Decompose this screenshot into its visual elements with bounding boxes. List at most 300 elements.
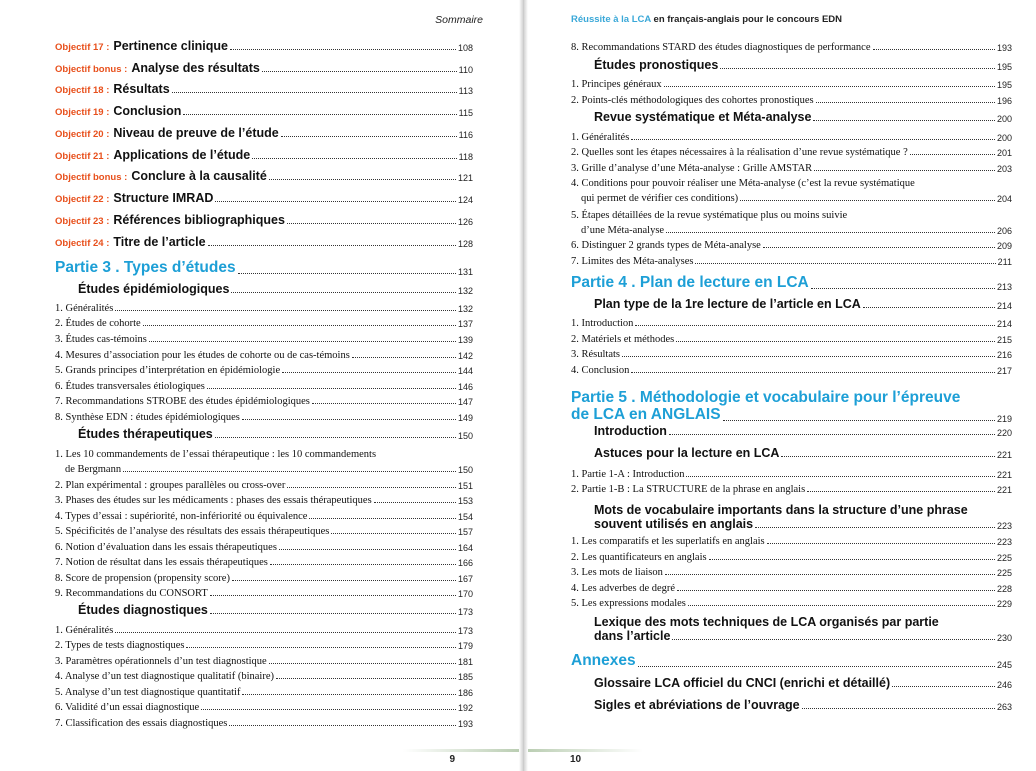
toc-page-number: 150: [457, 465, 473, 475]
toc-page-number: 185: [457, 672, 473, 682]
toc-page-number: 195: [996, 80, 1012, 90]
toc-page-number: 173: [457, 626, 473, 636]
dot-leader: [374, 502, 456, 503]
toc-page-number: 157: [457, 527, 473, 537]
dot-leader: [813, 120, 995, 121]
dot-leader: [242, 419, 456, 420]
toc-entry: [571, 651, 1012, 670]
toc-entry: [571, 482, 1012, 495]
toc-entry-title: 4. Conclusion: [571, 365, 630, 376]
dot-leader: [873, 49, 995, 50]
toc-entry: [571, 550, 1012, 563]
toc-entry-title: 6. Distinguer 2 grands types de Méta-analyse: [571, 240, 761, 251]
toc-entry-title: 1. Principes généraux: [571, 79, 662, 90]
dot-leader: [688, 605, 995, 606]
toc-page-number: 221: [996, 485, 1012, 495]
toc-entry: [55, 168, 473, 183]
toc-entry-title: 5. Les expressions modales: [571, 598, 686, 609]
toc-entry: [571, 238, 1012, 251]
toc-page-number: 147: [457, 397, 473, 407]
toc-page-number: 215: [996, 335, 1012, 345]
dot-leader: [665, 574, 995, 575]
toc-entry-title: 1. Introduction: [571, 318, 634, 329]
toc-entry-title: 2. Les quantificateurs en anglais: [571, 552, 707, 563]
toc-page-number: 214: [996, 301, 1012, 311]
dot-leader: [676, 341, 995, 342]
toc-entry-title: Annexes: [571, 652, 636, 669]
toc-page-number: 246: [996, 680, 1012, 690]
toc-entry-title: 3. Les mots de liaison: [571, 567, 663, 578]
toc-entry-title: 4. Types d’essai : supériorité, non-infériorité ou équivalence: [55, 511, 308, 522]
toc-entry: [55, 125, 473, 140]
toc-page-number: 132: [457, 304, 473, 314]
dot-leader: [664, 86, 995, 87]
toc-page-number: 167: [457, 574, 473, 584]
toc-entry-line1: 1. Les 10 commandements de l’essai thérapeutique : les 10 commandements: [55, 449, 377, 460]
toc-entry-title: 5. Grands principes d’interprétation en épidémiologie: [55, 365, 281, 376]
dot-leader: [252, 158, 456, 159]
toc-entry-title: 6. Notion d’évaluation dans les essais thérapeutiques: [55, 542, 277, 553]
toc-entry: [571, 296, 1012, 311]
dot-leader: [287, 487, 456, 488]
toc-entry-title: 7. Recommandations STROBE des études épidémiologiques: [55, 396, 310, 407]
toc-entry-title: Résultats: [113, 82, 170, 96]
toc-entry-title: 1. Les comparatifs et les superlatifs en anglais: [571, 536, 765, 547]
toc-entry: [571, 596, 1012, 609]
toc-entry: [55, 410, 473, 423]
toc-entry-title: 2. Plan expérimental : groupes parallèles ou cross-over: [55, 480, 286, 491]
toc-entry-title: 4. Mesures d’association pour les études de cohorte ou de cas-témoins: [55, 350, 350, 361]
toc-entry-title: 2. Types de tests diagnostiques: [55, 640, 185, 651]
dot-leader: [767, 543, 995, 544]
page-number: 9: [449, 754, 455, 765]
dot-leader: [215, 437, 456, 438]
page-footer-bar: [403, 749, 523, 752]
dot-leader: [123, 471, 456, 472]
toc-page-number: 200: [996, 133, 1012, 143]
toc-entry: [571, 109, 1012, 124]
toc-entry-title: 3. Grille d’analyse d’une Méta-analyse : Grille AMSTAR: [571, 163, 813, 174]
toc-page-number: 216: [996, 350, 1012, 360]
toc-entry: [55, 38, 473, 53]
toc-entry: [571, 161, 1012, 174]
toc-entry-title: 1. Généralités: [55, 303, 114, 314]
toc-page-number: 204: [996, 194, 1012, 204]
toc-entry-title: Partie 4 . Plan de lecture en LCA: [571, 274, 809, 291]
toc-entry-title: 1. Généralités: [571, 132, 630, 143]
toc-entry: [55, 348, 473, 361]
toc-entry-title: 5. Spécificités de l’analyse des résultats des essais thérapeutiques: [55, 526, 330, 537]
dot-leader: [677, 590, 995, 591]
toc-entry: [55, 669, 473, 682]
dot-leader: [892, 686, 995, 687]
toc-entry: [55, 716, 473, 729]
dot-leader: [232, 580, 456, 581]
toc-entry: [55, 379, 473, 392]
toc-entry: [571, 581, 1012, 594]
toc-page-number: 151: [457, 481, 473, 491]
toc-page-number: 263: [996, 702, 1012, 712]
toc-entry: [571, 675, 1012, 690]
toc-page-number: 153: [457, 496, 473, 506]
toc-page-number: 121: [457, 173, 473, 183]
page-number: 10: [570, 754, 582, 765]
toc-entry-title: 4. Les adverbes de degré: [571, 583, 676, 594]
dot-leader: [230, 49, 456, 50]
toc-page-number: 221: [996, 450, 1012, 460]
dot-leader: [207, 388, 456, 389]
toc-entry: [55, 147, 473, 162]
toc-entry: [571, 697, 1012, 712]
toc-entry-title: Études pronostiques: [594, 58, 719, 72]
toc-entry: [55, 301, 473, 314]
dot-leader: [287, 223, 456, 224]
toc-page-number: 223: [996, 521, 1012, 531]
objective-tag: Objectif bonus :: [55, 64, 128, 75]
toc-entry-title: 7. Notion de résultat dans les essais thérapeutiques: [55, 557, 268, 568]
dot-leader: [242, 694, 456, 695]
dot-leader: [201, 709, 456, 710]
toc-entry: [571, 93, 1012, 106]
toc-entry-title: 7. Limites des Méta-analyses: [571, 256, 694, 267]
toc-entry: [55, 363, 473, 376]
toc-page-number: 170: [457, 589, 473, 599]
toc-entry: [571, 273, 1012, 292]
dot-leader: [863, 307, 995, 308]
toc-entry-title: Structure IMRAD: [113, 191, 214, 205]
dot-leader: [262, 71, 457, 72]
toc-entry-title: Partie 3 . Types d’études: [55, 259, 236, 276]
toc-page-number: 217: [996, 366, 1012, 376]
toc-page-number: 213: [996, 282, 1012, 292]
objective-tag: Objectif 24 :: [55, 238, 110, 249]
dot-leader: [279, 549, 456, 550]
dot-leader: [807, 491, 995, 492]
toc-entry-title: 2. Quelles sont les étapes nécessaires à la réalisation d’une revue systématique ?: [571, 147, 908, 158]
toc-page-number: 108: [457, 43, 473, 53]
toc-entry: [55, 586, 473, 599]
objective-tag: Objectif 21 :: [55, 151, 110, 162]
objective-tag: Objectif 18 :: [55, 85, 110, 96]
toc-entry: [571, 363, 1012, 376]
dot-leader: [352, 357, 456, 358]
book-subtitle: en français-anglais pour le concours EDN: [653, 14, 843, 25]
dot-leader: [270, 564, 456, 565]
toc-page-number: 221: [996, 470, 1012, 480]
toc-entry: [55, 555, 473, 568]
toc-entry-title: 1. Partie 1-A : Introduction: [571, 469, 685, 480]
dot-leader: [115, 310, 456, 311]
objective-tag: Objectif bonus :: [55, 172, 128, 183]
toc-page-number: 146: [457, 382, 473, 392]
toc-entry-title: 3. Paramètres opérationnels d’un test diagnostique: [55, 656, 267, 667]
dot-leader: [331, 533, 456, 534]
toc-entry-title: 8. Score de propension (propensity score): [55, 573, 230, 584]
toc-page-number: 228: [996, 584, 1012, 594]
dot-leader: [282, 372, 456, 373]
dot-leader: [115, 632, 456, 633]
toc-entry-title: Titre de l’article: [113, 235, 206, 249]
toc-page-number: 166: [457, 558, 473, 568]
toc-entry-title: qui permet de vérifier ces conditions): [581, 193, 739, 204]
running-header: Sommaire: [435, 14, 483, 26]
dot-leader: [312, 403, 456, 404]
running-header: [571, 14, 842, 25]
toc-entry: [571, 316, 1012, 329]
toc-page-number: 144: [457, 366, 473, 376]
toc-page-number: 179: [457, 641, 473, 651]
toc-entry: [571, 467, 1012, 480]
toc-entry-title: 9. Recommandations du CONSORT: [55, 588, 208, 599]
toc-entry: [55, 638, 473, 651]
toc-entry-line1: 5. Étapes détaillées de la revue systématique plus ou moins suivie: [571, 210, 848, 221]
dot-leader: [763, 247, 995, 248]
toc-page-number: 193: [457, 719, 473, 729]
right-page: [523, 0, 1036, 771]
toc-page-number: 193: [996, 43, 1012, 53]
dot-leader: [755, 527, 995, 528]
toc-entry-title: dans l’article: [594, 629, 671, 643]
toc-page-number: 142: [457, 351, 473, 361]
toc-entry-title: Plan type de la 1re lecture de l’article en LCA: [594, 297, 861, 311]
dot-leader: [269, 179, 456, 180]
toc-page-number: 225: [996, 553, 1012, 563]
dot-leader: [238, 273, 456, 274]
dot-leader: [231, 292, 456, 293]
toc-entry: [55, 190, 473, 205]
dot-leader: [143, 325, 456, 326]
toc-entry: [55, 426, 473, 441]
toc-entry: [571, 628, 1012, 643]
toc-entry: [571, 423, 1012, 438]
toc-page-number: 192: [457, 703, 473, 713]
dot-leader: [269, 663, 456, 664]
toc-page-number: 118: [458, 152, 473, 162]
dot-leader: [215, 201, 456, 202]
toc-entry: [55, 685, 473, 698]
dot-leader: [208, 245, 456, 246]
toc-page-number: 195: [996, 62, 1012, 72]
toc-entry-title: 5. Analyse d’un test diagnostique quantitatif: [55, 687, 241, 698]
toc-entry: [571, 191, 1012, 204]
toc-entry: [55, 524, 473, 537]
dot-leader: [816, 102, 995, 103]
dot-leader: [740, 200, 995, 201]
toc-entry: [571, 254, 1012, 267]
toc-entry: [571, 40, 1012, 53]
objective-tag: Objectif 23 :: [55, 216, 110, 227]
toc-entry: [571, 332, 1012, 345]
toc-entry: [571, 145, 1012, 158]
toc-entry: [571, 445, 1012, 460]
dot-leader: [635, 325, 995, 326]
toc-page-number: 230: [996, 633, 1012, 643]
toc-entry-title: Analyse des résultats: [131, 61, 260, 75]
dot-leader: [210, 595, 456, 596]
toc-entry-title: 3. Phases des études sur les médicaments : phases des essais thérapeutiques: [55, 495, 372, 506]
toc-page-number: 186: [457, 688, 473, 698]
toc-page-number: 131: [457, 267, 473, 277]
toc-page-number: 154: [457, 512, 473, 522]
dot-leader: [638, 666, 995, 667]
dot-leader: [666, 232, 995, 233]
toc-page-number: 223: [996, 537, 1012, 547]
toc-page-number: 149: [457, 413, 473, 423]
toc-page-number: 137: [457, 319, 473, 329]
toc-page-number: 173: [457, 607, 473, 617]
dot-leader: [672, 639, 995, 640]
toc-entry-title: Revue systématique et Méta-analyse: [594, 110, 812, 124]
book-spine: [519, 0, 528, 771]
toc-entry-title: Pertinence clinique: [113, 39, 228, 53]
toc-entry: [55, 571, 473, 584]
toc-entry-title: 8. Synthèse EDN : études épidémiologiques: [55, 412, 240, 423]
dot-leader: [281, 136, 457, 137]
dot-leader: [814, 170, 995, 171]
toc-entry: [55, 81, 473, 96]
toc-page-number: 128: [457, 239, 473, 249]
toc-entry-title: Introduction: [594, 424, 667, 438]
toc-entry: [55, 316, 473, 329]
toc-page-number: 113: [458, 86, 473, 96]
dot-leader: [229, 725, 456, 726]
dot-leader: [309, 518, 456, 519]
toc-entry-title: Glossaire LCA officiel du CNCI (enrichi et détaillé): [594, 676, 891, 690]
dot-leader: [149, 341, 456, 342]
toc-page-number: 203: [996, 164, 1012, 174]
toc-entry: [55, 103, 473, 118]
toc-entry: [55, 258, 473, 277]
toc-entry-title: d’une Méta-analyse: [581, 225, 665, 236]
dot-leader: [631, 139, 995, 140]
objective-tag: Objectif 20 :: [55, 129, 110, 140]
toc-page-number: 196: [996, 96, 1012, 106]
toc-entry: [55, 478, 473, 491]
toc-entry: [571, 405, 1012, 424]
toc-page-number: 164: [457, 543, 473, 553]
toc-entry: [55, 540, 473, 553]
toc-page-number: 116: [458, 130, 473, 140]
dot-leader: [811, 288, 995, 289]
toc-page-number: 209: [996, 241, 1012, 251]
toc-entry: [571, 77, 1012, 90]
toc-entry: [571, 130, 1012, 143]
toc-entry-title: de Bergmann: [65, 464, 122, 475]
toc-page-number: 200: [996, 114, 1012, 124]
toc-entry-title: 2. Matériels et méthodes: [571, 334, 675, 345]
dot-leader: [720, 68, 995, 69]
objective-tag: Objectif 17 :: [55, 42, 110, 53]
toc-entry-title: 7. Classification des essais diagnostiques: [55, 718, 228, 729]
toc-entry-title: 4. Analyse d’un test diagnostique qualitatif (binaire): [55, 671, 274, 682]
toc-entry-title: Astuces pour la lecture en LCA: [594, 446, 780, 460]
dot-leader: [723, 420, 995, 421]
dot-leader: [183, 114, 456, 115]
toc-page-number: 220: [996, 428, 1012, 438]
toc-entry-title: 6. Études transversales étiologiques: [55, 381, 205, 392]
toc-entry: [55, 462, 473, 475]
toc-page-number: 124: [457, 195, 473, 205]
toc-entry: [55, 700, 473, 713]
toc-entry-line1: Partie 5 . Méthodologie et vocabulaire pour l’épreuve: [571, 389, 961, 406]
toc-entry-title: Niveau de preuve de l’étude: [113, 126, 279, 140]
toc-entry: [571, 565, 1012, 578]
objective-tag: Objectif 22 :: [55, 194, 110, 205]
toc-entry-title: 2. Points-clés méthodologiques des cohortes pronostiques: [571, 95, 814, 106]
toc-entry: [571, 347, 1012, 360]
toc-entry: [571, 516, 1012, 531]
toc-entry-title: 3. Résultats: [571, 349, 620, 360]
toc-entry: [55, 60, 473, 75]
toc-entry: [55, 332, 473, 345]
toc-page-number: 139: [457, 335, 473, 345]
toc-entry-title: Applications de l’étude: [113, 148, 251, 162]
toc-page-number: 150: [457, 431, 473, 441]
toc-entry-line1: 4. Conditions pour pouvoir réaliser une Méta-analyse (c’est la revue systématique: [571, 178, 915, 189]
dot-leader: [910, 154, 995, 155]
toc-entry-title: 2. Études de cohorte: [55, 318, 141, 329]
dot-leader: [695, 263, 995, 264]
dot-leader: [622, 356, 995, 357]
toc-entry: [55, 212, 473, 227]
toc-entry: [55, 602, 473, 617]
toc-page-number: 219: [996, 414, 1012, 424]
dot-leader: [709, 559, 995, 560]
toc-page-number: 110: [458, 65, 473, 75]
toc-entry-line1: Lexique des mots techniques de LCA organisés par partie: [594, 615, 939, 629]
dot-leader: [781, 456, 995, 457]
toc-entry-title: Conclure à la causalité: [131, 169, 267, 183]
toc-entry: [55, 623, 473, 636]
dot-leader: [276, 678, 456, 679]
toc-page-number: 214: [996, 319, 1012, 329]
toc-entry: [571, 534, 1012, 547]
toc-entry-title: Études épidémiologiques: [78, 282, 230, 296]
toc-page-number: 132: [457, 286, 473, 296]
toc-entry-title: Sigles et abréviations de l’ouvrage: [594, 698, 800, 712]
toc-entry-title: de LCA en ANGLAIS: [571, 406, 721, 423]
toc-entry-line1: Mots de vocabulaire importants dans la structure d’une phrase: [594, 503, 968, 517]
toc-page-number: 126: [457, 217, 473, 227]
toc-page-number: 201: [996, 148, 1012, 158]
toc-entry-title: 3. Études cas-témoins: [55, 334, 147, 345]
toc-page-number: 229: [996, 599, 1012, 609]
dot-leader: [686, 476, 995, 477]
toc-page-number: 206: [996, 226, 1012, 236]
page-footer-bar: [523, 749, 643, 752]
dot-leader: [631, 372, 995, 373]
toc-entry: [55, 493, 473, 506]
toc-page-number: 181: [457, 657, 473, 667]
toc-page-number: 245: [996, 660, 1012, 670]
toc-entry: [55, 281, 473, 296]
toc-entry: [571, 223, 1012, 236]
dot-leader: [210, 613, 456, 614]
toc-page-number: 211: [997, 257, 1012, 267]
toc-entry-title: 2. Partie 1-B : La STRUCTURE de la phrase en anglais: [571, 484, 806, 495]
toc-entry: [55, 509, 473, 522]
toc-entry: [571, 57, 1012, 72]
toc-entry-title: 6. Validité d’un essai diagnostique: [55, 702, 200, 713]
toc-entry: [55, 394, 473, 407]
objective-tag: Objectif 19 :: [55, 107, 110, 118]
toc-entry: [55, 654, 473, 667]
toc-entry: [55, 234, 473, 249]
toc-entry-title: Études thérapeutiques: [78, 427, 213, 441]
toc-entry-title: Études diagnostiques: [78, 603, 208, 617]
toc-entry-title: Conclusion: [113, 104, 182, 118]
book-title: Réussite à la LCA: [571, 14, 651, 25]
